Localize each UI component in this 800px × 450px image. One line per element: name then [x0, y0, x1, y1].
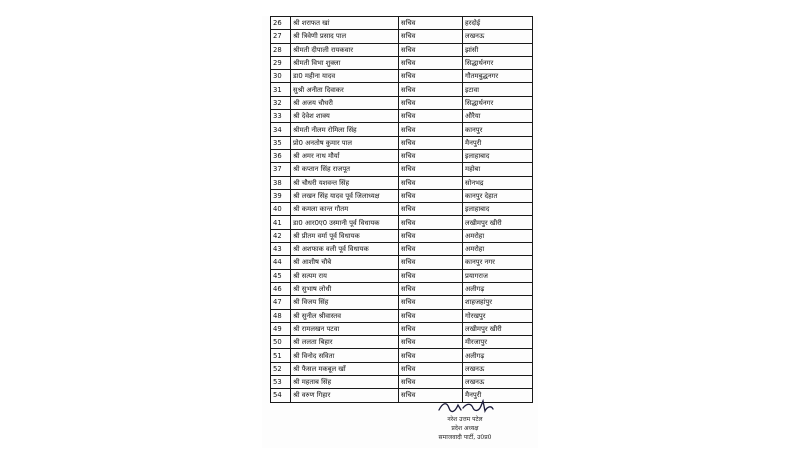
district-cell: सिद्धार्थनगर	[463, 96, 533, 109]
table-row	[271, 256, 533, 269]
post-cell: सचिव	[399, 336, 463, 349]
district-cell: गौतमबुद्धनगर	[463, 70, 533, 83]
serial-number-cell: 43	[271, 243, 291, 256]
serial-number-cell: 51	[271, 349, 291, 362]
serial-number-cell: 33	[271, 110, 291, 123]
serial-number-cell: 31	[271, 83, 291, 96]
district-cell: इलाहाबाद	[463, 203, 533, 216]
district-cell: हरदोई	[463, 17, 533, 30]
table-row	[271, 96, 533, 109]
post-cell: सचिव	[399, 136, 463, 149]
serial-number-cell: 42	[271, 229, 291, 242]
table-row	[271, 362, 533, 375]
post-cell: सचिव	[399, 83, 463, 96]
table-row	[271, 229, 533, 242]
member-name-cell: श्री महताब सिंह	[291, 376, 399, 389]
post-cell: सचिव	[399, 149, 463, 162]
post-cell: सचिव	[399, 376, 463, 389]
table-row	[271, 296, 533, 309]
signatory-organization: समाजवादी पार्टी, उ0प्र0	[438, 434, 492, 441]
district-cell: अमरोहा	[463, 229, 533, 242]
serial-number-cell: 54	[271, 389, 291, 402]
signatory-designation: प्रदेश अध्यक्ष	[451, 425, 479, 432]
member-name-cell: श्री विनोद सविता	[291, 349, 399, 362]
table-row	[271, 269, 533, 282]
serial-number-cell: 39	[271, 189, 291, 202]
table-row	[271, 282, 533, 295]
district-cell: लखीमपुर खीरी	[463, 322, 533, 335]
district-cell: अमरोहा	[463, 243, 533, 256]
district-cell: झांसी	[463, 43, 533, 56]
serial-number-cell: 38	[271, 176, 291, 189]
member-list-table	[270, 16, 533, 403]
member-name-cell: श्री आशीष चौबे	[291, 256, 399, 269]
table-row	[271, 336, 533, 349]
post-cell: सचिव	[399, 282, 463, 295]
district-cell: अलीगढ़	[463, 282, 533, 295]
member-name-cell: श्री लखन सिंह यादव पूर्व जिलाध्यक्ष	[291, 189, 399, 202]
district-cell: शाहजहांपुर	[463, 296, 533, 309]
post-cell: सचिव	[399, 349, 463, 362]
serial-number-cell: 46	[271, 282, 291, 295]
district-cell: अलीगढ़	[463, 349, 533, 362]
post-cell: सचिव	[399, 43, 463, 56]
member-name-cell: श्री कप्तान सिंह राजपूत	[291, 163, 399, 176]
post-cell: सचिव	[399, 70, 463, 83]
post-cell: सचिव	[399, 30, 463, 43]
document-page	[262, 16, 538, 448]
table-row	[271, 56, 533, 69]
district-cell: कानपुर देहात	[463, 189, 533, 202]
table-row	[271, 163, 533, 176]
district-cell: गोरखपुर	[463, 309, 533, 322]
member-name-cell: श्रीमती नीलम रोमिला सिंह	[291, 123, 399, 136]
district-cell: प्रयागराज	[463, 269, 533, 282]
district-cell: महोबा	[463, 163, 533, 176]
post-cell: सचिव	[399, 269, 463, 282]
member-name-cell: श्री देवेश शाक्य	[291, 110, 399, 123]
member-name-cell: श्री चौधरी यशवन्त सिंह	[291, 176, 399, 189]
table-row	[271, 30, 533, 43]
member-name-cell: श्री वरुण गिहार	[291, 389, 399, 402]
serial-number-cell: 47	[271, 296, 291, 309]
table-row	[271, 243, 533, 256]
district-cell: कानपुर नगर	[463, 256, 533, 269]
post-cell: सचिव	[399, 229, 463, 242]
serial-number-cell: 52	[271, 362, 291, 375]
post-cell: सचिव	[399, 163, 463, 176]
serial-number-cell: 30	[271, 70, 291, 83]
serial-number-cell: 35	[271, 136, 291, 149]
serial-number-cell: 34	[271, 123, 291, 136]
post-cell: सचिव	[399, 203, 463, 216]
district-cell: सिद्धार्थनगर	[463, 56, 533, 69]
district-cell: लखीमपुर खीरी	[463, 216, 533, 229]
table-row	[271, 309, 533, 322]
post-cell: सचिव	[399, 56, 463, 69]
post-cell: सचिव	[399, 96, 463, 109]
member-name-cell: श्री प्रीतम वर्मा पूर्व विधायक	[291, 229, 399, 242]
district-cell: सोनभद्र	[463, 176, 533, 189]
member-name-cell: श्री अमर नाथ मौर्या	[291, 149, 399, 162]
serial-number-cell: 41	[271, 216, 291, 229]
table-row	[271, 203, 533, 216]
table-row	[271, 123, 533, 136]
post-cell: सचिव	[399, 123, 463, 136]
table-row	[271, 70, 533, 83]
table-row	[271, 43, 533, 56]
table-row	[271, 110, 533, 123]
member-name-cell: श्री सत्यम राय	[291, 269, 399, 282]
district-cell: मीरजापुर	[463, 336, 533, 349]
serial-number-cell: 36	[271, 149, 291, 162]
post-cell: सचिव	[399, 216, 463, 229]
member-name-cell: श्री अशफाक वली पूर्व विधायक	[291, 243, 399, 256]
serial-number-cell: 32	[271, 96, 291, 109]
post-cell: सचिव	[399, 256, 463, 269]
table-body	[271, 17, 533, 403]
district-cell: इटावा	[463, 83, 533, 96]
member-name-cell: श्रीमती विभा शुक्ला	[291, 56, 399, 69]
signatory-name: नरेश उत्तम पटेल	[447, 416, 483, 423]
table-row	[271, 189, 533, 202]
table-row	[271, 83, 533, 96]
post-cell: सचिव	[399, 296, 463, 309]
post-cell: सचिव	[399, 322, 463, 335]
district-cell: लखनऊ	[463, 30, 533, 43]
district-cell: इलाहाबाद	[463, 149, 533, 162]
serial-number-cell: 45	[271, 269, 291, 282]
district-cell: मैनपुरी	[463, 389, 533, 402]
serial-number-cell: 26	[271, 17, 291, 30]
serial-number-cell: 48	[271, 309, 291, 322]
member-name-cell: श्री विजय सिंह	[291, 296, 399, 309]
post-cell: सचिव	[399, 110, 463, 123]
table-row	[271, 349, 533, 362]
serial-number-cell: 49	[271, 322, 291, 335]
member-name-cell: श्री फैसल मकबूल खाँ	[291, 362, 399, 375]
post-cell: सचिव	[399, 243, 463, 256]
member-name-cell: डा0 महीना यादव	[291, 70, 399, 83]
serial-number-cell: 44	[271, 256, 291, 269]
serial-number-cell: 29	[271, 56, 291, 69]
post-cell: सचिव	[399, 389, 463, 402]
member-name-cell: श्री अजय चौधरी	[291, 96, 399, 109]
member-name-cell: प्रो0 अनतोष कुमार पाल	[291, 136, 399, 149]
serial-number-cell: 50	[271, 336, 291, 349]
table-row	[271, 149, 533, 162]
district-cell: लखनऊ	[463, 362, 533, 375]
serial-number-cell: 37	[271, 163, 291, 176]
post-cell: सचिव	[399, 17, 463, 30]
member-name-cell: श्री त्रिवेणी प्रसाद पाल	[291, 30, 399, 43]
post-cell: सचिव	[399, 176, 463, 189]
member-name-cell: श्री सुभाष लोधी	[291, 282, 399, 295]
handwritten-signature	[433, 399, 497, 415]
post-cell: सचिव	[399, 362, 463, 375]
signature-block	[410, 399, 520, 442]
table-row	[271, 136, 533, 149]
member-name-cell: सुश्री अनीता दिवाकर	[291, 83, 399, 96]
district-cell: मैनपुरी	[463, 136, 533, 149]
district-cell: कानपुर	[463, 123, 533, 136]
member-name-cell: श्रीमती दीपाली रायकवार	[291, 43, 399, 56]
serial-number-cell: 53	[271, 376, 291, 389]
table-row	[271, 176, 533, 189]
serial-number-cell: 27	[271, 30, 291, 43]
table-row	[271, 17, 533, 30]
member-name-cell: श्री ललता बिहार	[291, 336, 399, 349]
table-row	[271, 216, 533, 229]
member-name-cell: डा0 आर0ए0 उस्मानी पूर्व विधायक	[291, 216, 399, 229]
post-cell: सचिव	[399, 309, 463, 322]
member-name-cell: श्री रामलखन पटवा	[291, 322, 399, 335]
serial-number-cell: 40	[271, 203, 291, 216]
table-row	[271, 322, 533, 335]
district-cell: लखनऊ	[463, 376, 533, 389]
member-name-cell: श्री शराफत खां	[291, 17, 399, 30]
district-cell: औरैया	[463, 110, 533, 123]
member-name-cell: श्री कमला कान्त गौतम	[291, 203, 399, 216]
post-cell: सचिव	[399, 189, 463, 202]
serial-number-cell: 28	[271, 43, 291, 56]
table-row	[271, 376, 533, 389]
member-name-cell: श्री सुनील श्रीवास्तव	[291, 309, 399, 322]
